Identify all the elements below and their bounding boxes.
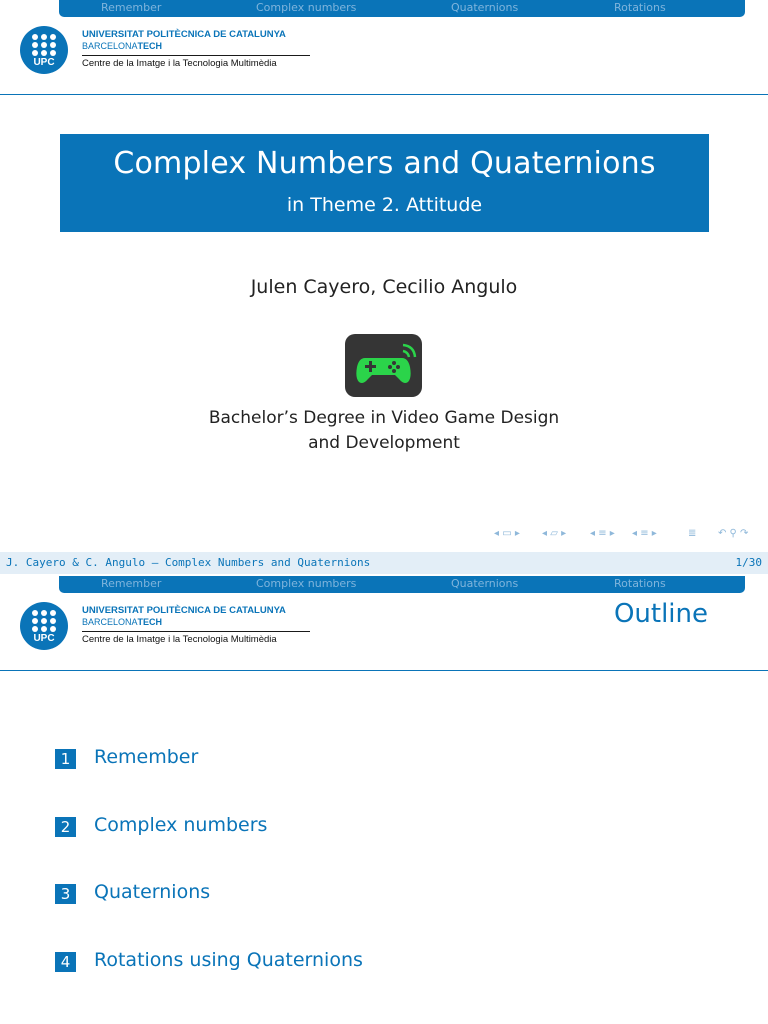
- nav-item-complex-numbers[interactable]: Complex numbers: [256, 577, 357, 590]
- slide-footer: [0, 552, 768, 574]
- title-block: [60, 134, 709, 232]
- nav-item-remember[interactable]: Remember: [101, 1, 162, 14]
- toc-label: Complex numbers: [94, 814, 268, 836]
- nav-subsection-icon[interactable]: ◂ ≡ ▸: [590, 528, 615, 539]
- upc-logo: [20, 26, 320, 76]
- nav-item-rotations[interactable]: Rotations: [614, 1, 666, 14]
- presentation-subtitle: in Theme 2. Attitude: [286, 194, 483, 216]
- presentation-title: Complex Numbers and Quaternions: [113, 146, 656, 181]
- authors: Julen Cayero, Cecilio Angulo: [250, 276, 518, 298]
- nav-document-icon[interactable]: ≣: [688, 528, 697, 539]
- nav-section-icon[interactable]: ◂ ≡ ▸: [632, 528, 657, 539]
- toc-number: 2: [55, 817, 76, 837]
- outline-slide: [0, 576, 768, 1024]
- nav-slide-prev-next-icon[interactable]: ◂ ▭ ▸: [494, 528, 520, 539]
- toc-number: 4: [55, 952, 76, 972]
- centre-name: Centre de la Imatge i la Tecnologia Multimèdia: [82, 634, 277, 645]
- nav-item-complex-numbers[interactable]: Complex numbers: [256, 1, 357, 14]
- university-name: UNIVERSITAT POLITÈCNICA DE CATALUNYA: [82, 605, 286, 616]
- toc-number: 3: [55, 884, 76, 904]
- upc-emblem-icon: [20, 26, 68, 74]
- upc-emblem-icon: [20, 602, 68, 650]
- nav-item-quaternions[interactable]: Quaternions: [451, 577, 519, 590]
- toc-label: Remember: [94, 746, 199, 768]
- logo-divider: [82, 631, 310, 632]
- nav-search-back-icon[interactable]: ↶ ⚲ ↷: [718, 528, 749, 539]
- footer-title: J. Cayero & C. Angulo — Complex Numbers and Quaternions: [6, 556, 371, 569]
- centre-name: Centre de la Imatge i la Tecnologia Multimèdia: [82, 58, 277, 69]
- section-navbar: [59, 576, 745, 593]
- toc-label: Quaternions: [94, 881, 211, 903]
- header-divider: [0, 94, 768, 95]
- upc-badge-text: UPC: [33, 633, 55, 644]
- nav-item-remember[interactable]: Remember: [101, 577, 162, 590]
- section-navbar: [59, 0, 745, 17]
- upc-badge-text: UPC: [33, 57, 55, 68]
- university-tagline: BARCELONATECH: [82, 617, 163, 627]
- upc-logo: [20, 602, 320, 652]
- university-tagline: BARCELONATECH: [82, 41, 163, 51]
- beamer-navigation-symbols: [490, 528, 768, 542]
- nav-item-rotations[interactable]: Rotations: [614, 577, 666, 590]
- degree-name: Bachelor’s Degree in Video Game Design and Development: [208, 408, 560, 453]
- toc-label: Rotations using Quaternions: [94, 949, 363, 971]
- logo-divider: [82, 55, 310, 56]
- gamepad-icon: [345, 334, 422, 397]
- nav-frame-icon[interactable]: ◂ ▱ ▸: [542, 528, 567, 539]
- page-number: 1/30: [735, 556, 762, 569]
- frame-title: Outline: [613, 599, 708, 629]
- nav-item-quaternions[interactable]: Quaternions: [451, 1, 519, 14]
- header-divider: [0, 670, 768, 671]
- university-name: UNIVERSITAT POLITÈCNICA DE CATALUNYA: [82, 29, 286, 40]
- toc-number: 1: [55, 749, 76, 769]
